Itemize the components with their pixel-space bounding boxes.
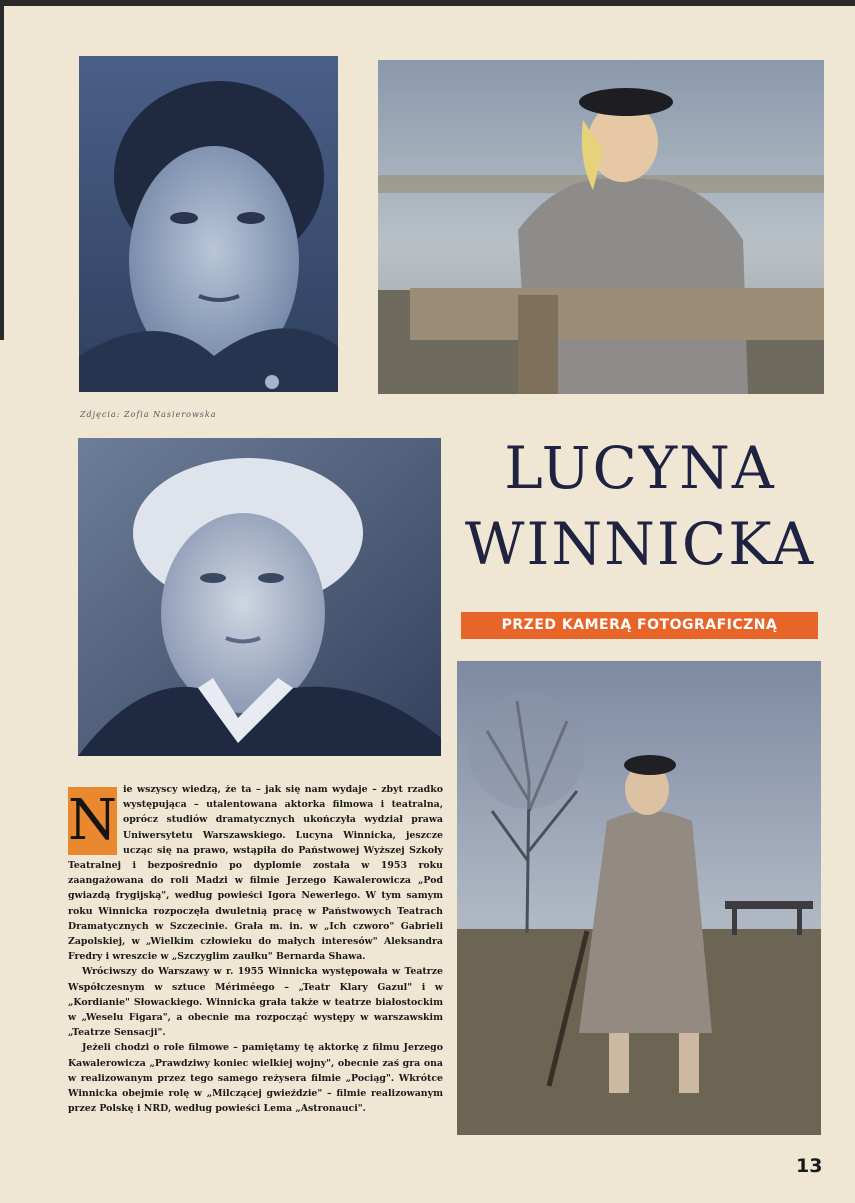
photo-woman-in-park	[457, 661, 821, 1135]
article-paragraph: ie wszyscy wiedzą, że ta – jak się nam wydaje – zbyt rzadko występująca – utalentowana aktorka filmowa i teatralna, oprócz studiów dramatycznych ukończyła wydział prawa Uniwersytetu Warszawskiego. Lucyna Winnicka, jeszcze ucząc się na prawo, wstąpiła do Państwowej Wyższej Szkoły Teatralnej i bezpośrednio po dyplomie została w 1953 roku zaangażowana do roli Madzi w filmie Jerzego Kawalerowicza „Pod gwiazdą frygijską", według powieści Igora Newerlego. W tym samym roku Winnicka rozpoczęła dwuletnią pracę w Państwowych Teatrach Dramatycznych w Szczecinie. Grała m. in. w „Ich czworo" Gabrieli Zapolskiej, w „Wielkim człowieku do małych interesów" Aleksandra Fredry i wreszcie w „Szczyglim zaułku" Bernarda Shawa.	[68, 784, 443, 963]
drop-cap: N	[68, 788, 117, 853]
title-line-first-name: LUCYNA	[504, 434, 776, 502]
article-body	[68, 782, 443, 1116]
portrait-photo-dark-hair	[79, 56, 338, 392]
article-title	[455, 430, 825, 582]
page-edge-left	[0, 0, 4, 340]
photo-credit: Zdjęcia: Zofia Nasierowska	[80, 410, 217, 419]
article-paragraph: Wróciwszy do Warszawy w r. 1955 Winnicka występowała w Teatrze Współczesnym w sztuce Mériméego – „Teatr Klary Gazul" i w „Kordianie" Słowackiego. Winnicka grała także w teatrze białostockim w „Weselu Figara", a obecnie ma rozpocząć występy w warszawskim „Teatrze Sensacji".	[68, 966, 443, 1039]
photo-woman-at-fence	[378, 60, 824, 394]
title-line-last-name: WINNICKA	[464, 510, 816, 578]
portrait-photo-blonde	[78, 438, 441, 756]
drop-cap-spacer	[68, 782, 123, 858]
section-banner: PRZED KAMERĄ FOTOGRAFICZNĄ	[461, 612, 818, 639]
article-paragraph: Jeżeli chodzi o role filmowe – pamiętamy tę aktorkę z filmu Jerzego Kawalerowicza „Prawdziwy koniec wielkiej wojny", obecnie zaś gra ona w realizowanym przez tego samego reżysera filmie „Pociąg". Wkrótce Winnicka obejmie rolę w „Milczącej gwieździe" – filmie realizowanym przez Polskę i NRD, według powieści Lema „Astronauci".	[68, 1042, 443, 1115]
page-number: 13	[796, 1155, 823, 1177]
page-edge	[0, 0, 855, 6]
